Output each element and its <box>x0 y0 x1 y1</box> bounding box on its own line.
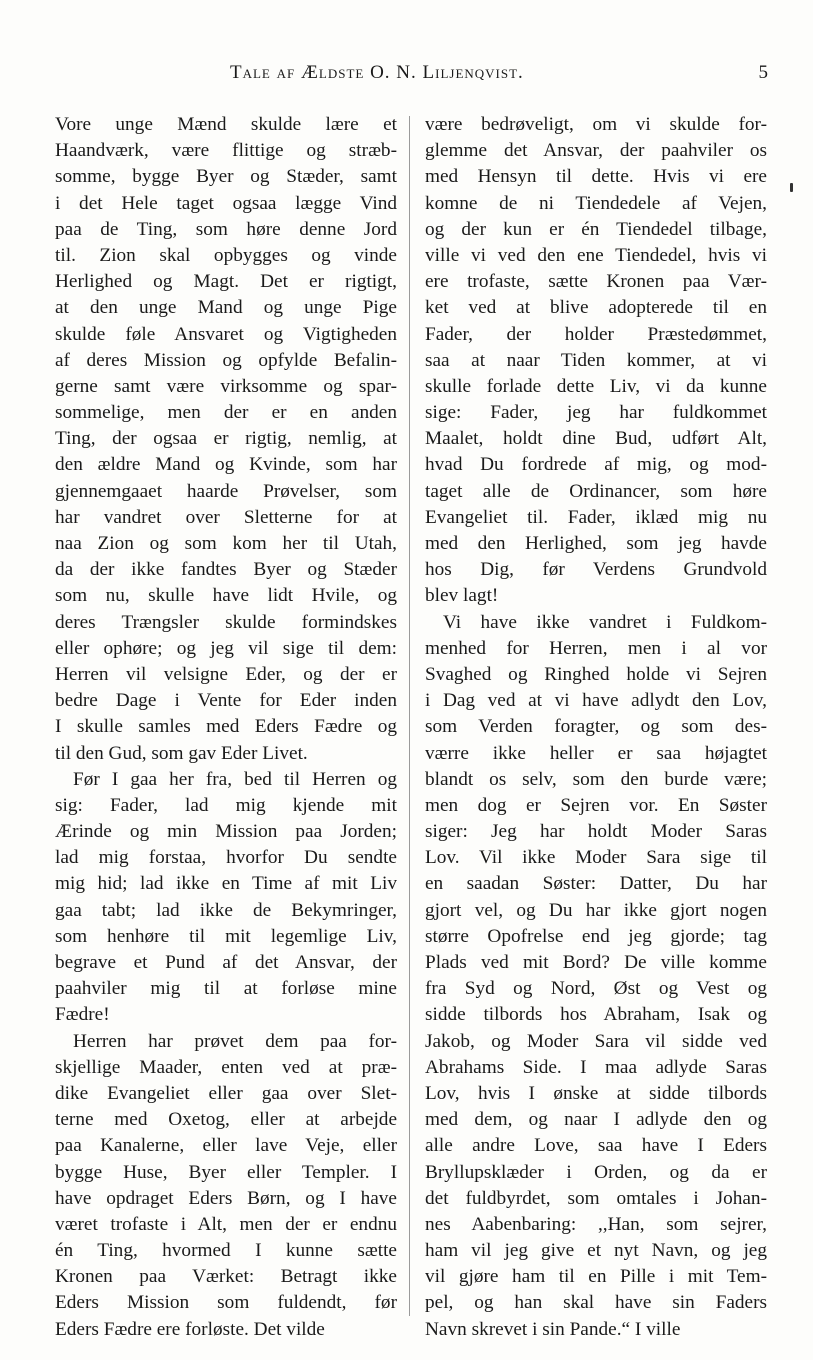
text-line: skulde føle Ansvaret og Vigtigheden <box>55 323 397 345</box>
text-line: skulle forlade dette Liv, vi da kunne <box>425 375 767 397</box>
text-line: Ting, der ogsaa er rigtig, nemlig, at <box>55 428 397 450</box>
text-line: sig: Fader, lad mig kjende mit <box>55 794 397 816</box>
text-line: af deres Mission og opfylde Befalin- <box>55 349 397 371</box>
text-line: Abrahams Side. I maa adlyde Saras <box>425 1056 767 1078</box>
text-line: som henhøre til mit legemlige Liv, <box>55 925 397 947</box>
text-line: bygge Huse, Byer eller Templer. I <box>55 1161 397 1183</box>
text-line: paa Kanalerne, eller lave Veje, eller <box>55 1135 397 1157</box>
running-header <box>60 62 768 90</box>
text-line: Herlighed og Magt. Det er rigtigt, <box>55 271 397 293</box>
text-line: og der kun er én Tiendedel tilbage, <box>425 218 767 240</box>
text-line: med den Herlighed, som jeg havde <box>425 533 767 554</box>
text-line: som Verden foragter, og som des- <box>425 716 767 738</box>
text-line: Navn skrevet i sin Pande.“ I ville <box>425 1318 681 1340</box>
text-line: I skulle samles med Eders Fædre og <box>55 716 397 738</box>
text-line: blandt os selv, som den burde være; <box>425 768 767 790</box>
text-line: ham vil jeg give et nyt Navn, og jeg <box>425 1240 767 1262</box>
text-line: til. Zion skal opbygges og vinde <box>55 244 397 266</box>
text-line: sommelige, men der er en anden <box>55 402 397 424</box>
text-line: som nu, skulle have lidt Hvile, og <box>55 585 397 607</box>
text-line: Eders Fædre ere forløste. Det vilde <box>55 1318 325 1340</box>
text-line: siger: Jeg har holdt Moder Saras <box>425 821 767 843</box>
text-line: menhed for Herren, men i al vor <box>425 637 767 659</box>
text-line: gjort vel, og Du har ikke gjort nogen <box>425 899 767 921</box>
text-line: taget alle de Ordinancer, som høre <box>425 480 767 502</box>
text-line: paahviler mig til at forløse mine <box>55 978 397 1000</box>
text-line: skjellige Maader, enten ved at præ- <box>55 1056 397 1078</box>
text-line: alle andre Love, saa have I Eders <box>425 1135 767 1157</box>
text-line: Evangeliet til. Fader, iklæd mig nu <box>425 506 767 528</box>
text-line: bedre Dage i Vente for Eder inden <box>55 690 397 712</box>
text-line: Maalet, holdt dine Bud, udført Alt, <box>425 428 767 450</box>
text-line: være bedrøveligt, om vi skulde for- <box>425 114 767 135</box>
text-line: Lov. Vil ikke Moder Sara sige til <box>425 847 767 869</box>
right-text-column <box>425 112 767 1343</box>
text-line: gjennemgaaet haarde Prøvelser, som <box>55 480 397 502</box>
text-line: til den Gud, som gav Eder Livet. <box>55 742 308 764</box>
text-line: ket ved at blive adopterede til en <box>425 297 767 319</box>
text-line: Lov, hvis I ønske at sidde tilbords <box>425 1082 767 1104</box>
text-line: én Ting, hvormed I kunne sætte <box>55 1240 397 1262</box>
text-line: Vore unge Mænd skulde lære et <box>55 114 397 135</box>
text-line: dike Evangeliet eller gaa over Slet- <box>55 1082 397 1104</box>
text-line: sige: Fader, jeg har fuldkommet <box>425 402 767 424</box>
text-line: Ærinde og min Mission paa Jorden; <box>55 821 397 843</box>
text-line: eller ophøre; og jeg vil sige til dem: <box>55 637 397 659</box>
text-line: Vi have ikke vandret i Fuldkom- <box>443 611 767 633</box>
text-line: Herren har prøvet dem paa for- <box>73 1030 397 1052</box>
text-line: da der ikke fandtes Byer og Stæder <box>55 559 397 581</box>
text-line: været trofaste i Alt, men der er endnu <box>55 1213 397 1235</box>
text-line: med dem, og naar I adlyde den og <box>425 1109 767 1131</box>
print-speck <box>790 183 793 192</box>
text-line: Fader, der holder Præstedømmet, <box>425 323 767 345</box>
text-line: glemme det Ansvar, der paahviler os <box>425 140 767 162</box>
text-line: blev lagt! <box>425 585 499 607</box>
text-line: terne med Oxetog, eller at arbejde <box>55 1109 397 1131</box>
text-line: Fædre! <box>55 1004 110 1026</box>
text-line: Svaghed og Ringhed holde vi Sejren <box>425 663 767 685</box>
page-number: 5 <box>758 62 768 83</box>
text-line: den ældre Mand og Kvinde, som har <box>55 454 397 476</box>
text-line: deres Trængsler skulde formindskes <box>55 611 397 633</box>
text-line: begrave et Pund af det Ansvar, der <box>55 952 397 973</box>
text-line: mig hid; lad ikke en Time af mit Liv <box>55 873 397 895</box>
text-line: større Opofrelse end jeg gjorde; tag <box>425 925 767 947</box>
text-line: har vandret over Sletterne for at <box>55 506 397 528</box>
text-line: i Dag ved at vi have adlydt den Lov, <box>425 690 767 712</box>
text-line: saa at naar Tiden kommer, at vi <box>425 349 767 371</box>
text-line: paa de Ting, som høre denne Jord <box>55 218 397 240</box>
text-line: Jakob, og Moder Sara vil sidde ved <box>425 1030 767 1052</box>
text-line: Før I gaa her fra, bed til Herren og <box>73 768 397 790</box>
text-line: have opdraget Eders Børn, og I have <box>55 1187 397 1209</box>
left-text-column <box>55 112 397 1343</box>
text-line: Eders Mission som fuldendt, før <box>55 1292 397 1314</box>
text-line: pel, og han skal have sin Faders <box>425 1292 767 1314</box>
text-line: gaa tabt; lad ikke de Bekymringer, <box>55 899 397 921</box>
text-line: Haandværk, være flittige og stræb- <box>55 140 397 162</box>
text-line: Plads ved mit Bord? De ville komme <box>425 952 767 973</box>
text-line: lad mig forstaa, hvorfor Du sendte <box>55 847 397 869</box>
text-line: Herren vil velsigne Eder, og der er <box>55 663 397 685</box>
text-line: en saadan Søster: Datter, Du har <box>425 873 767 895</box>
text-line: vil gjøre ham til en Pille i mit Tem- <box>425 1266 767 1288</box>
text-line: med Hensyn til dette. Hvis vi ere <box>425 166 767 188</box>
text-line: somme, bygge Byer og Stæder, samt <box>55 166 397 188</box>
text-line: i det Hele taget ogsaa lægge Vind <box>55 192 397 214</box>
text-line: Kronen paa Værket: Betragt ikke <box>55 1266 397 1288</box>
text-line: fra Syd og Nord, Øst og Vest og <box>425 978 767 1000</box>
text-line: gerne samt være virksomme og spar- <box>55 375 397 397</box>
text-line: ville vi ved den ene Tiendedel, hvis vi <box>425 244 767 266</box>
text-line: Bryllupsklæder i Orden, og da er <box>425 1161 767 1183</box>
text-line: nes Aabenbaring: ,,Han, som sejrer, <box>425 1213 767 1235</box>
text-line: hvad Du fordrede af mig, og mod- <box>425 454 767 476</box>
column-divider <box>409 116 410 1316</box>
text-line: hos Dig, før Verdens Grundvold <box>425 559 767 581</box>
text-line: det fuldbyrdet, som omtales i Johan- <box>425 1187 767 1209</box>
text-line: at den unge Mand og unge Pige <box>55 297 397 319</box>
text-line: værre ikke heller er saa højagtet <box>425 742 767 764</box>
text-line: sidde tilbords hos Abraham, Isak og <box>425 1004 767 1026</box>
header-title: Tale af Ældste O. N. Liljenqvist. <box>230 62 524 83</box>
text-line: ere trofaste, sætte Kronen paa Vær- <box>425 271 767 293</box>
text-line: naa Zion og som kom her til Utah, <box>55 533 397 554</box>
text-line: komne de ni Tiendedele af Vejen, <box>425 192 767 214</box>
text-line: men dog er Sejren vor. En Søster <box>425 794 767 816</box>
